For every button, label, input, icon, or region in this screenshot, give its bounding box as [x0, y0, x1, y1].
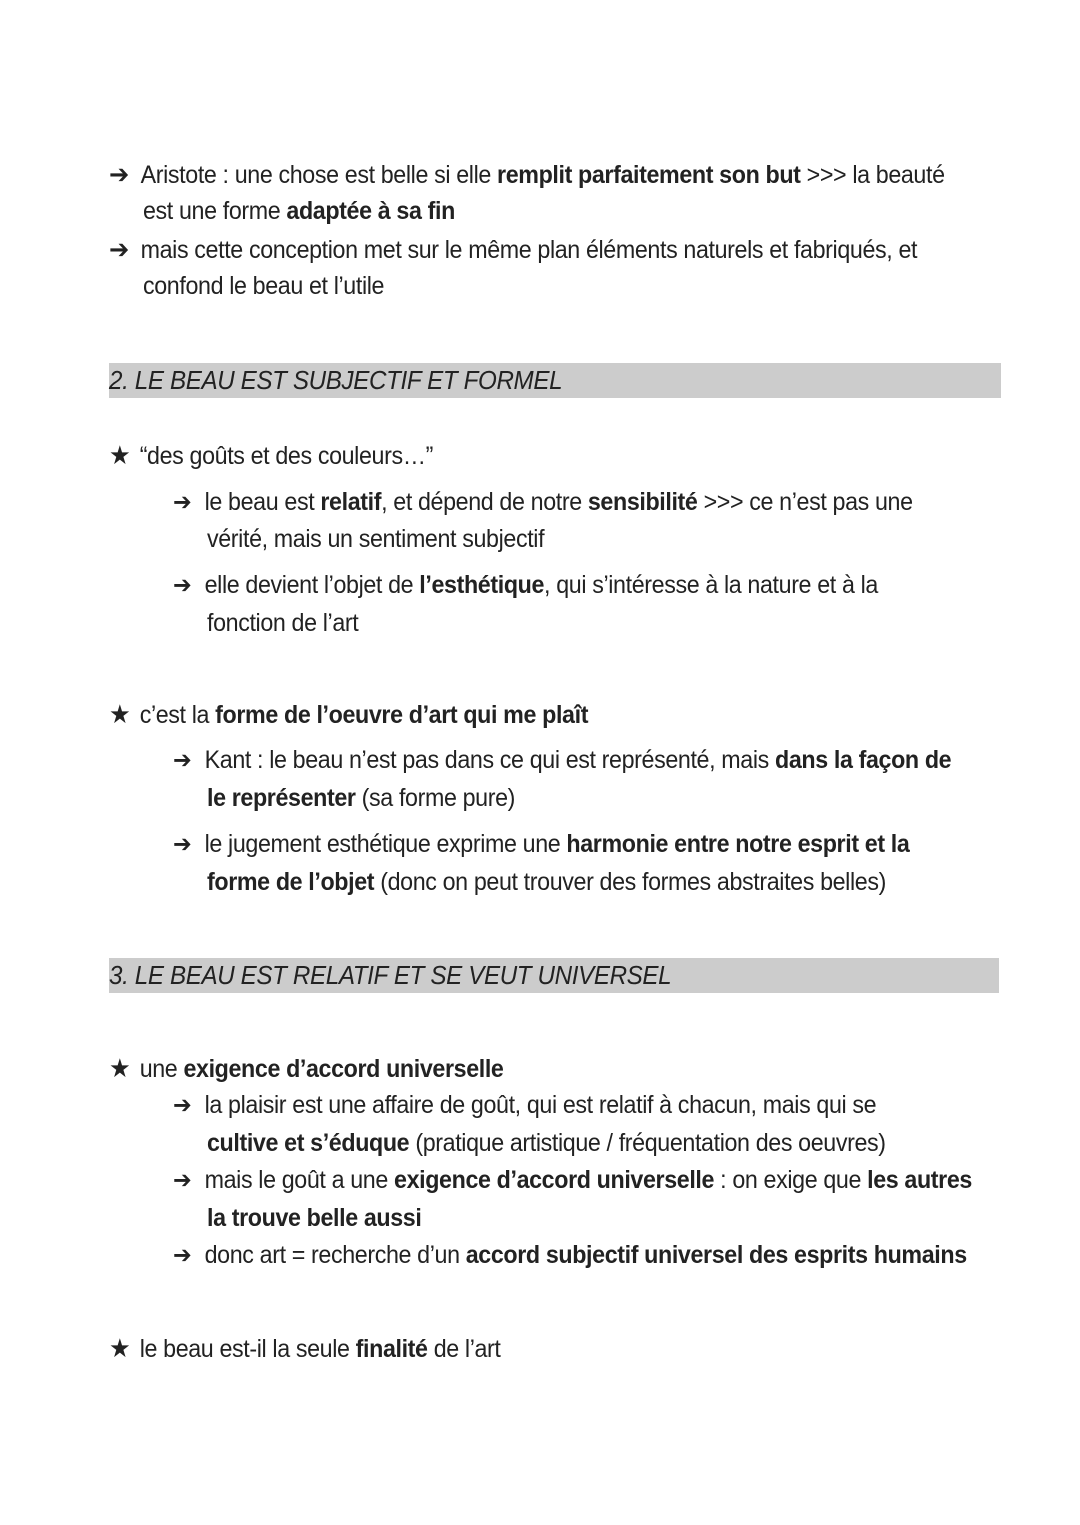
sub-bullet: ➔ donc art = recherche d’un accord subjectif universel des esprits humains	[173, 1237, 967, 1274]
star-icon: ★	[109, 440, 131, 470]
sub-bullet-continuation: vérité, mais un sentiment subjectif	[207, 525, 545, 553]
arrow-icon: ➔	[173, 747, 192, 774]
sub-bullet: ➔ le jugement esthétique exprime une harmonie entre notre esprit et la	[173, 826, 909, 863]
sub-bullet-continuation: cultive et s’éduque (pratique artistique / fréquentation des oeuvres)	[207, 1129, 886, 1157]
star-icon: ★	[109, 1053, 131, 1083]
section-heading-2: 2. LE BEAU EST SUBJECTIF ET FORMEL	[109, 363, 1001, 398]
sub-bullet-continuation: fonction de l’art	[207, 609, 359, 637]
arrow-icon: ➔	[173, 489, 192, 516]
section-heading-3: 3. LE BEAU EST RELATIF ET SE VEUT UNIVERSEL	[109, 958, 999, 993]
intro-line-3: ➔ mais cette conception met sur le même plan éléments naturels et fabriqués, et	[109, 231, 917, 269]
arrow-icon: ➔	[173, 831, 192, 858]
bullet-star: ★ c’est la forme de l’oeuvre d’art qui me plaît	[109, 696, 588, 734]
bullet-star: ★ une exigence d’accord universelle	[109, 1050, 504, 1088]
arrow-icon: ➔	[109, 159, 129, 189]
intro-line-1: ➔ Aristote : une chose est belle si elle remplit parfaitement son but >>> la beauté	[109, 156, 945, 194]
arrow-icon: ➔	[109, 234, 129, 264]
sub-bullet: ➔ mais le goût a une exigence d’accord universelle : on exige que les autres	[173, 1162, 972, 1199]
arrow-icon: ➔	[173, 1242, 192, 1269]
arrow-icon: ➔	[173, 1167, 192, 1194]
intro-line-4: confond le beau et l’utile	[143, 272, 385, 300]
sub-bullet: ➔ le beau est relatif, et dépend de notre sensibilité >>> ce n’est pas une	[173, 484, 913, 521]
intro-line-2: est une forme adaptée à sa fin	[143, 197, 455, 225]
sub-bullet: ➔ Kant : le beau n’est pas dans ce qui est représenté, mais dans la façon de	[173, 742, 951, 779]
sub-bullet-continuation: la trouve belle aussi	[207, 1204, 422, 1232]
star-icon: ★	[109, 1333, 131, 1363]
sub-bullet: ➔ la plaisir est une affaire de goût, qui est relatif à chacun, mais qui se	[173, 1087, 876, 1124]
arrow-icon: ➔	[173, 572, 192, 599]
star-icon: ★	[109, 699, 131, 729]
sub-bullet-continuation: forme de l’objet (donc on peut trouver des formes abstraites belles)	[207, 868, 886, 896]
bullet-star: ★ le beau est-il la seule finalité de l’art	[109, 1330, 501, 1368]
arrow-icon: ➔	[173, 1092, 192, 1119]
sub-bullet: ➔ elle devient l’objet de l’esthétique, qui s’intéresse à la nature et à la	[173, 567, 878, 604]
bullet-star: ★ “des goûts et des couleurs…”	[109, 437, 433, 475]
sub-bullet-continuation: le représenter (sa forme pure)	[207, 784, 516, 812]
